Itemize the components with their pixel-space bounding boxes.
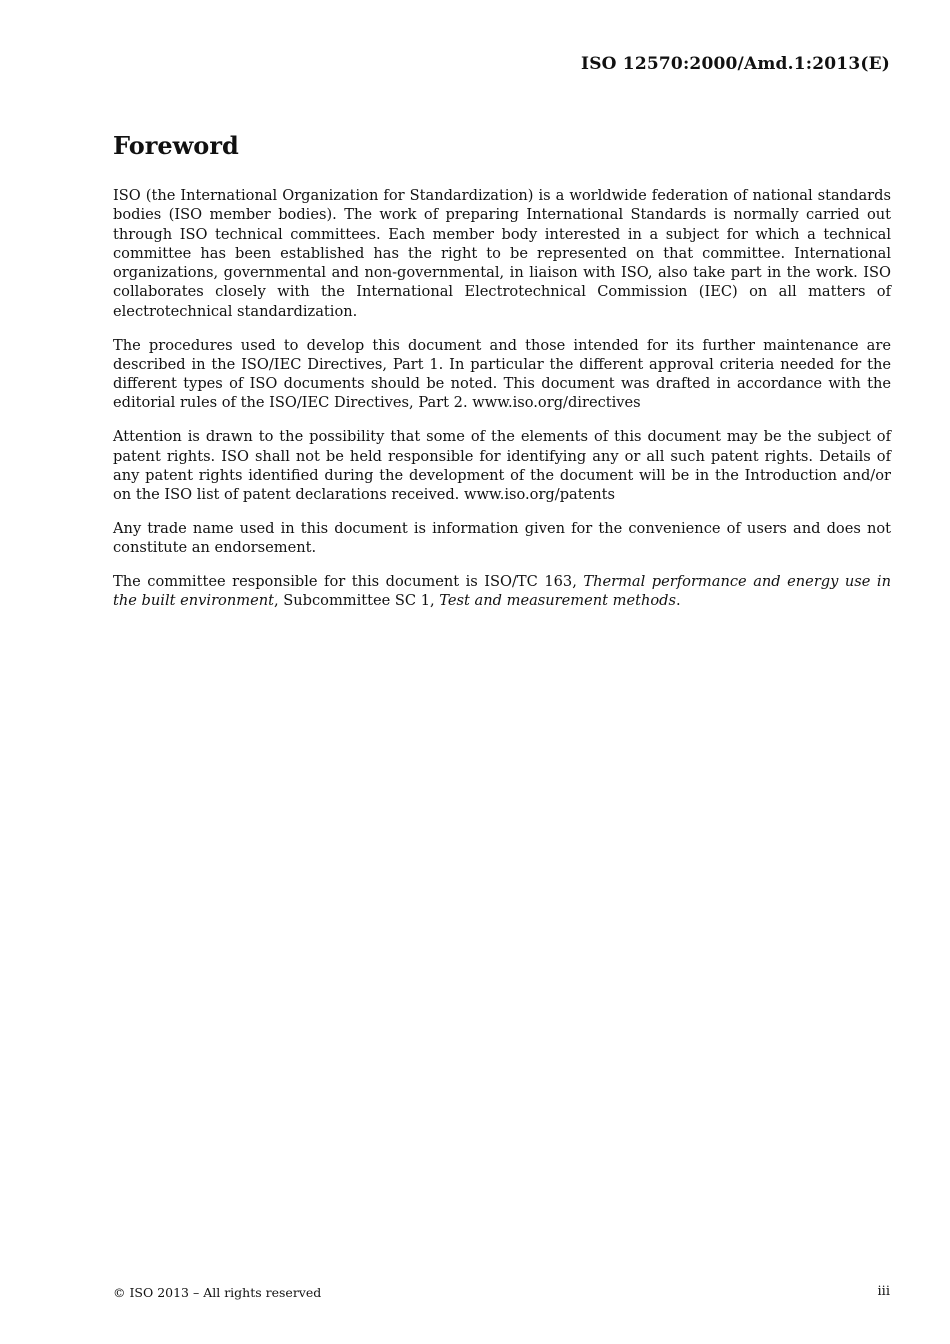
copyright-notice: © ISO 2013 – All rights reserved [113, 1285, 322, 1300]
paragraph-trade-name: Any trade name used in this document is information given for the convenience of users and does not constitute an endorsement. [113, 519, 891, 557]
foreword-body [113, 186, 891, 625]
committee-tc-title: Thermal performance and energy use in the built environment [113, 573, 891, 610]
document-id: ISO 12570:2000/Amd.1:2013(E) [581, 54, 890, 74]
paragraph-committee [113, 572, 891, 611]
paragraph-procedures: The procedures used to develop this document and those intended for its further maintenance are described in the ISO/IEC Directives, Part 1. In particular the different approval criteria needed for the different types of ISO documents should be noted. This document was drafted in accordance with the editorial rules of the ISO/IEC Directives, Part 2. www.iso.org/directives [113, 336, 891, 412]
committee-middle: , Subcommittee SC 1, [273, 592, 440, 610]
page-number: iii [877, 1284, 890, 1299]
committee-sc-title: Test and measurement methods [439, 592, 677, 610]
committee-suffix: . [676, 592, 681, 610]
paragraph-iso-overview: ISO (the International Organization for Standardization) is a worldwide federation of national standards bodies (ISO member bodies). The work of preparing International Standards is normally carried out through ISO technical committees. Each member body interested in a subject for which a technical committee has been established has the right to be represented on that committee. International organizations, governmental and non-governmental, in liaison with ISO, also take part in the work. ISO collaborates closely with the International Electrotechnical Commission (IEC) on all matters of electrotechnical standardization. [113, 187, 891, 320]
paragraph-patent-rights: Attention is drawn to the possibility that some of the elements of this document may be the subject of patent rights. ISO shall not be held responsible for identifying any or all such patent rights. Details of any patent rights identified during the development of the document will be in the Introduction and/or on the ISO list of patent declarations received. www.iso.org/patents [113, 428, 891, 504]
committee-prefix: The committee responsible for this document is ISO/TC 163, [113, 573, 584, 591]
page-title: Foreword [113, 131, 239, 160]
